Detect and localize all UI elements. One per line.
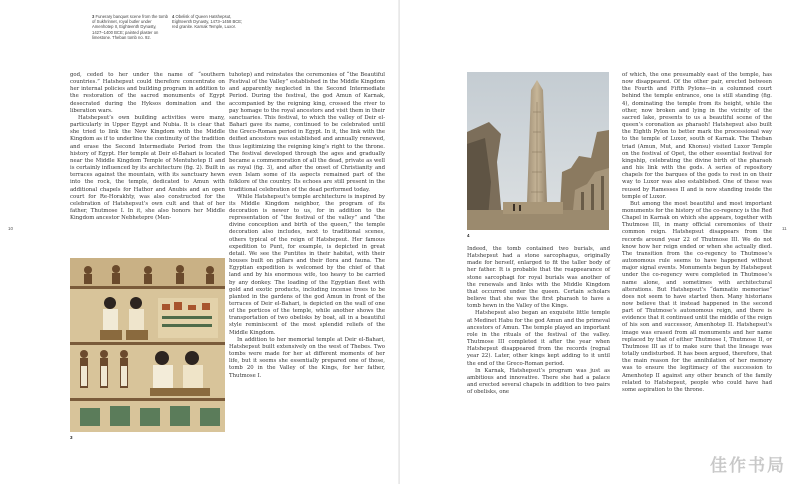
figure-caption-4 <box>172 14 248 30</box>
paragraph: Hatshepsut also began an exquisite little temple at Medinet Habu for the god Amun and the primeval ancestors of Amun. The temple played an important role in the rituals of the festival of the valley. Thutmose III completed it after the year when Hatshepsut disappeared from the records (regnal year 22). Later, other kings kept adding to it until the end of the Greco-Roman period. <box>467 310 610 367</box>
figure-3-fresco <box>70 258 225 432</box>
fresco-image <box>70 258 225 432</box>
obelisk-image <box>467 72 609 230</box>
paragraph: Indeed, the tomb contained two burials, and Hatshepsut had a stone sarcophagus, originally made for herself, enlarged to fit the taller body of her father. It is probable that the reappearance of stone sarcophagi for royal burials was another of the renewals and links with the Middle Kingdom that occurred under the queen. Certain scholars believe that she was the first pharaoh to have a tomb hewn in the Valley of the Kings. <box>467 246 610 310</box>
paragraph: But among the most beautiful and most important monuments for the history of the co-regency is the Red Chapel in Karnak on which she appears, together with Thutmose III, in many official ceremonies of their common reign. Hatshepsut disappears from the records around year 22 of Thutmose III. We do not know how her reign ended or when she actually died. The transition from the co-regency to Thutmose’s autonomous rule seems to have happened without major signal events. Monuments begun by Hatshepsut under the co-regency were completed in Thutmose’s name alone, and sometimes with architectural alterations. But Hatshepsut’s “damnatio memoriae” does not seem to have started then. Many historians now believe that it instead happened in the second part of Thutmose’s autonomous reign, and there is evidence that it continued until the middle of the reign of his son and successor, Amenhotep II. Hatshepsut’s image was erased from all monuments and her name replaced by that of either Thutmose I, Thutmose II, or Thutmose III as if to make sure that the lineage was totally undisturbed. It has been argued, therefore, that the main reason for the annihilation of her memory was to ensure the legitimacy of the succession to Amenhotep II against any other branch of the family related to Hatshepsut, people who could have had some aspiration to the throne. <box>622 200 772 393</box>
publisher-watermark: 佳作书局 <box>710 456 786 476</box>
text-column-3 <box>467 246 610 396</box>
page-number-right: 11 <box>782 226 787 231</box>
figure-4-label: 4 <box>467 233 470 238</box>
caption-4-text: Obelisk of Queen Hatshepsut, Eighteenth Dynasty, 1473–1458 BCE; red granite. Karnak Temple, Luxor. <box>172 14 243 30</box>
paragraph: In addition to her memorial temple at Deir el-Bahari, Hatshepsut built extensively on the west of Thebes. Two tombs were made for her at different moments of her life, but it seems she essentially prepared one of those, tomb 20 in the Valley of the Kings, for her father, Thutmose I. <box>229 336 385 379</box>
paragraph: While Hatshepsut’s temple architecture is inspired by its Middle Kingdom neighbor, the program of its decoration is newer to us, for in addition to the representation of “the festival of the valley” and “the divine conception and birth of the queen,” the temple decoration also includes, next to traditional scenes, others typical of the reign of Hatshepsut. Her famous expedition to Punt, for example, is depicted in great detail. We see the Puntites in their habitat, with their houses built on pillars and their flora and fauna. The Egyptian expedition is welcomed by the chief of that land and by his enormous wife, too heavy to be carried by any donkey. The loading of the Egyptian fleet with gold and exotic products, including incense trees to be planted in the gardens of the god Amun in front of the terraces of Deir el-Bahari, is depicted on the wall of one of the porticos of the temple, while another shows the transportation of two obelisks by boat, all in a beautiful style reminiscent of the most splendid reliefs of the Middle Kingdom. <box>229 193 385 336</box>
figure-caption-3 <box>92 14 168 40</box>
caption-4-number: 4 <box>172 14 175 19</box>
figure-3-label: 3 <box>70 435 73 440</box>
paragraph: of which, the one presumably east of the temple, has now disappeared. Of the other pair, erected between the Fourth and Fifth Pylons—in a columned court behind the temple entrance, one is still standing (fig. 4), dominating the temple from its height, while the other, now broken and lying in the vicinity of the sacred lake, presents to us a beautiful scene of the queen’s coronation as pharaoh! Hatshepsut also built the Eighth Pylon to better mark the processional way to the temple of Luxor, south of Karnak. The Theban triad (Amun, Mut, and Khonsu) visited Luxor Temple on the festival of Opet, the other essential festival for kingship, celebrating the divine birth of the pharaoh and his link with the gods. A series of repository chapels for the barques of the gods to rest in on their way to Luxor was also established. One of these was reused by Ramesses II and is now standing inside the temple of Luxor. <box>622 72 772 200</box>
paragraph: Hatshepsut’s own building activities were many, particularly in Upper Egypt and Nubia. It is clear that she tried to link the New Kingdom with the Middle Kingdom as if to underline the continuity of the tradition and erase the Second Intermediate Period from the history of Egypt. Her temple at Deir el-Bahari is located near the Middle Kingdom Temple of Mentuhotep II and is certainly influenced by its architecture (fig. 2). Built in terraces against the mountain, with its sanctuary hewn into the rock, the temple, dedicated to Amun with additional chapels for Hathor and Anubis and an open court for Re-Horakhty, was also constructed for the celebration of Hatshepsut’s own cult and that of her father, Thutmose I. In it, she also honors her Middle Kingdom ancestor Nebhetepre (Men- <box>70 114 225 222</box>
right-page <box>400 0 800 484</box>
text-column-2 <box>229 72 385 380</box>
text-column-1 <box>70 72 225 222</box>
page-number-left: 10 <box>8 226 14 231</box>
text-column-4 <box>622 72 772 394</box>
paragraph: god, ceded to her under the name of “southern countries.” Hatshepsut could therefore concentrate on her internal policies and building program in addition to the restoration of the sacred monuments of Egypt desecrated during the Hyksos domination and the liberation wars. <box>70 72 225 114</box>
paragraph: tuhotep) and reinstates the ceremonies of “the Beautiful Festival of the Valley” established in the Middle Kingdom and apparently neglected in the Second Intermediate Period. During the festival, the god Amun of Karnak, accompanied by the reigning king, crossed the river to pay homage to the royal ancestors and visit them in their sanctuaries. This festival, to which the valley of Deir el-Bahari gave its name, continued to be celebrated until the Greco-Roman period in Egypt. In it, the link with the deified ancestors was established and annually renewed, thus legitimizing the reigning king’s right to the throne. The festival developed through the ages and gradually became a commemoration of all the dead, private as well as royal (fig. 3), and after the onset of Christianity and even Islam some of its aspects remained part of the folklore of the country. Its echoes are still present in the traditional celebration of the dead performed today. <box>229 72 385 193</box>
paragraph: In Karnak, Hatshepsut’s program was just as ambitious and innovative. There she had a palace and erected several chapels in addition to two pairs of obelisks, one <box>467 367 610 396</box>
caption-3-number: 3 <box>92 14 95 19</box>
caption-3-text: Funerary banquet scene from the tomb of Sukhrinnet, royal butler under Amenhotep II, Eighteenth Dynasty, 1427–1400 BCE; painted plaster on limestone. Theban tomb no. 92. <box>92 14 168 40</box>
figure-4-obelisk <box>467 72 609 230</box>
